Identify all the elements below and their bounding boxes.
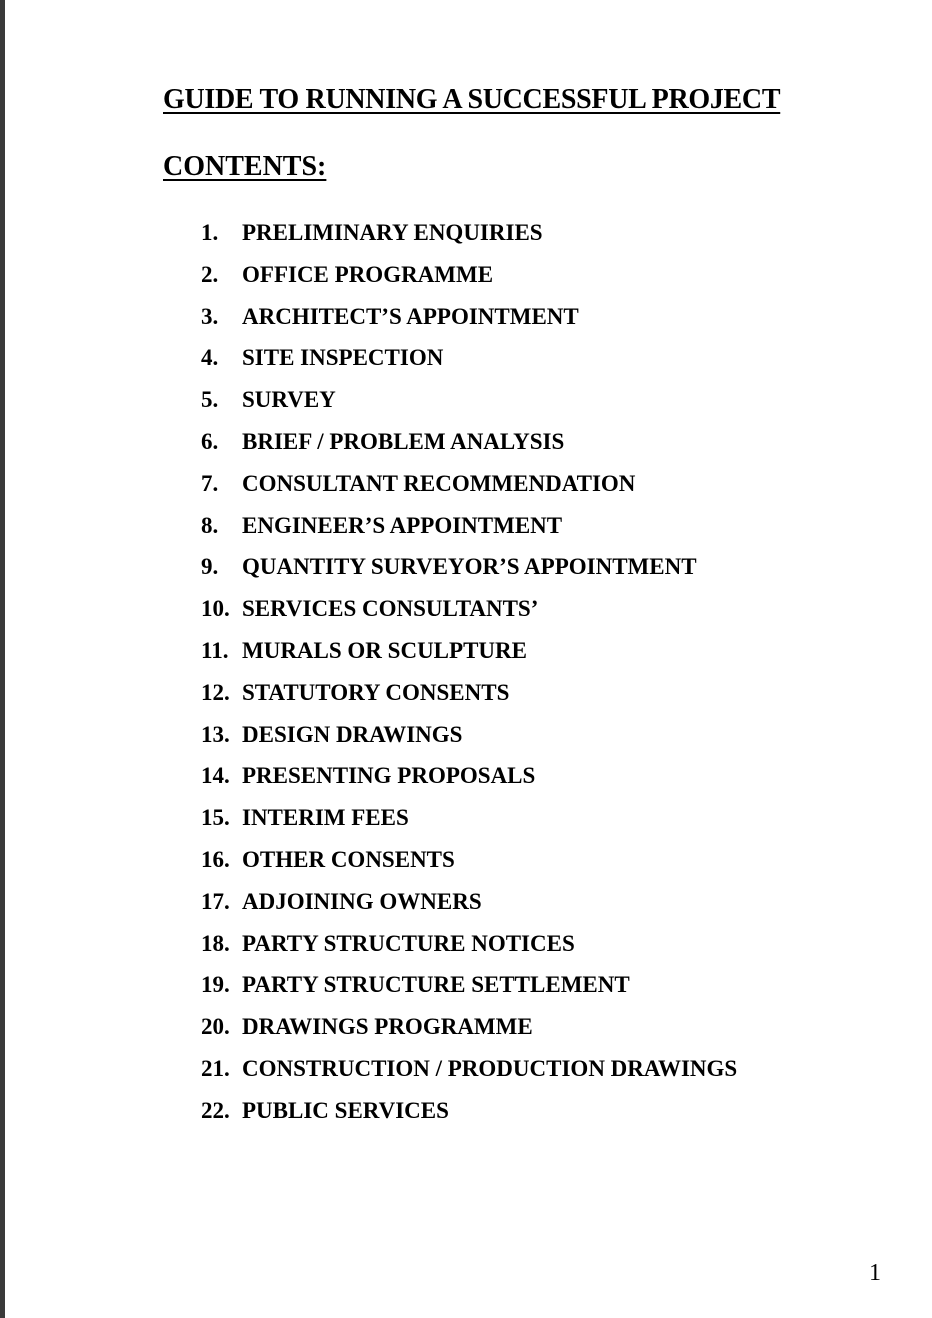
toc-item bbox=[201, 929, 737, 971]
toc-item-label: MURALS OR SCULPTURE bbox=[242, 637, 527, 663]
toc-item-number: 16. bbox=[201, 846, 230, 872]
document-title: GUIDE TO RUNNING A SUCCESSFUL PROJECT bbox=[163, 84, 781, 115]
page-number: 1 bbox=[869, 1260, 881, 1286]
toc-item-number: 9. bbox=[201, 554, 219, 580]
toc-item-label: SITE INSPECTION bbox=[242, 345, 444, 371]
toc-item-label: PARTY STRUCTURE SETTLEMENT bbox=[242, 972, 630, 998]
toc-item-number: 7. bbox=[201, 470, 219, 496]
toc-item-number: 3. bbox=[201, 303, 219, 329]
toc-item-number: 4. bbox=[201, 345, 219, 371]
toc-item-number: 15. bbox=[201, 805, 230, 831]
toc-item bbox=[201, 720, 737, 762]
toc-item bbox=[201, 552, 737, 594]
toc-item-label: PARTY STRUCTURE NOTICES bbox=[242, 930, 575, 956]
toc-item bbox=[201, 1012, 737, 1054]
toc-item bbox=[201, 260, 737, 302]
toc-item-label: OFFICE PROGRAMME bbox=[242, 261, 494, 287]
toc-item-number: 6. bbox=[201, 428, 219, 454]
toc-item bbox=[201, 343, 737, 385]
toc-item-number: 10. bbox=[201, 596, 230, 622]
toc-item-label: OTHER CONSENTS bbox=[242, 846, 455, 872]
toc-item bbox=[201, 1054, 737, 1096]
toc-item-label: ARCHITECT’S APPOINTMENT bbox=[242, 303, 579, 329]
toc-item bbox=[201, 678, 737, 720]
toc-item bbox=[201, 511, 737, 553]
toc-item-label: CONSTRUCTION / PRODUCTION DRAWINGS bbox=[242, 1055, 738, 1081]
toc-item-label: INTERIM FEES bbox=[242, 805, 409, 831]
toc-item bbox=[201, 218, 737, 260]
toc-item bbox=[201, 803, 737, 845]
toc-item-number: 12. bbox=[201, 679, 230, 705]
toc-item bbox=[201, 636, 737, 678]
toc-item-label: DRAWINGS PROGRAMME bbox=[242, 1014, 533, 1040]
contents-heading: CONTENTS: bbox=[163, 151, 327, 182]
toc-item-label: CONSULTANT RECOMMENDATION bbox=[242, 470, 636, 496]
document-page bbox=[5, 0, 932, 1318]
toc-item-label: ENGINEER’S APPOINTMENT bbox=[242, 512, 563, 538]
toc-item-number: 2. bbox=[201, 261, 219, 287]
toc-item-label: PRESENTING PROPOSALS bbox=[242, 763, 536, 789]
toc-item-label: QUANTITY SURVEYOR’S APPOINTMENT bbox=[242, 554, 697, 580]
toc-item-label: DESIGN DRAWINGS bbox=[242, 721, 463, 747]
table-of-contents bbox=[201, 218, 737, 1138]
toc-item-number: 17. bbox=[201, 888, 230, 914]
toc-item bbox=[201, 761, 737, 803]
toc-item-number: 20. bbox=[201, 1014, 230, 1040]
toc-item-number: 21. bbox=[201, 1055, 230, 1081]
toc-item-number: 1. bbox=[201, 220, 219, 245]
toc-item-label: STATUTORY CONSENTS bbox=[242, 679, 510, 705]
toc-item-number: 19. bbox=[201, 972, 230, 998]
toc-item-label: PRELIMINARY ENQUIRIES bbox=[242, 220, 543, 245]
toc-item-number: 13. bbox=[201, 721, 230, 747]
toc-item-number: 22. bbox=[201, 1097, 230, 1123]
toc-item-number: 11. bbox=[201, 637, 229, 663]
toc-item-label: SERVICES CONSULTANTS’ bbox=[242, 596, 539, 622]
toc-item-label: BRIEF / PROBLEM ANALYSIS bbox=[242, 428, 565, 454]
toc-item bbox=[201, 427, 737, 469]
toc-item-number: 14. bbox=[201, 763, 230, 789]
toc-item bbox=[201, 970, 737, 1012]
toc-item bbox=[201, 845, 737, 887]
toc-item-number: 5. bbox=[201, 387, 219, 413]
toc-item bbox=[201, 385, 737, 427]
toc-item-label: ADJOINING OWNERS bbox=[242, 888, 482, 914]
toc-item bbox=[201, 469, 737, 511]
toc-item bbox=[201, 887, 737, 929]
toc-item-number: 8. bbox=[201, 512, 219, 538]
toc-item-label: PUBLIC SERVICES bbox=[242, 1097, 449, 1123]
toc-item bbox=[201, 594, 737, 636]
toc-item bbox=[201, 1096, 737, 1138]
toc-item-number: 18. bbox=[201, 930, 230, 956]
toc-item bbox=[201, 302, 737, 344]
toc-item-label: SURVEY bbox=[242, 387, 336, 413]
